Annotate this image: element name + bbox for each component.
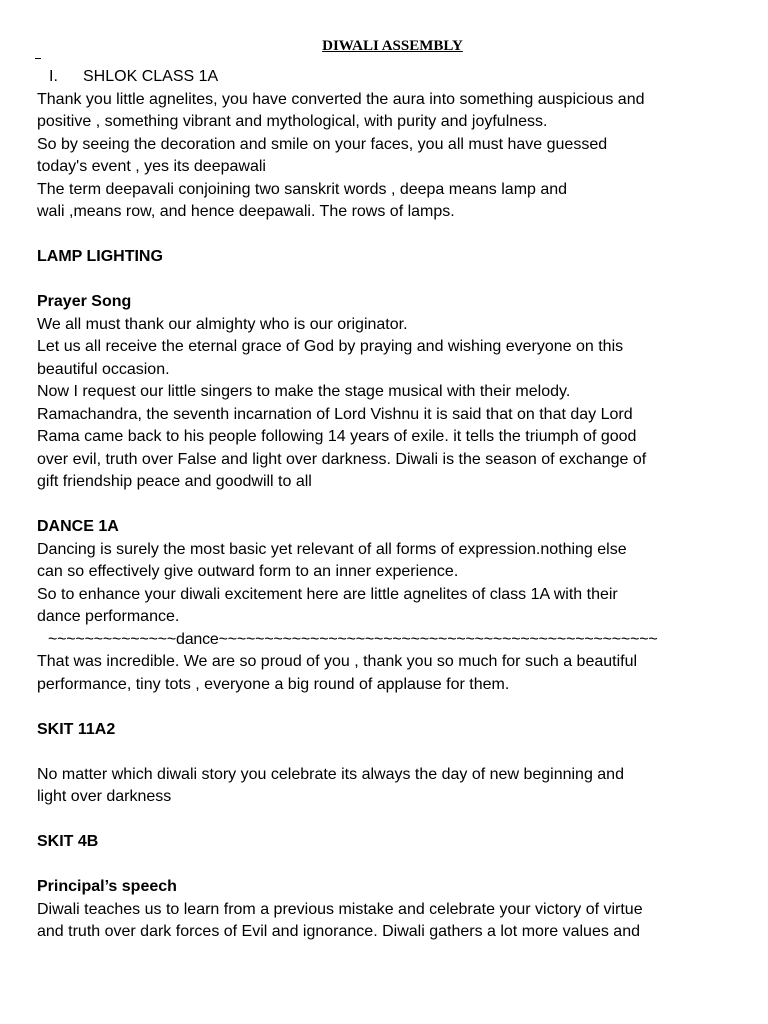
skit-line: No matter which diwali story you celebrate its always the day of new beginning and	[37, 765, 624, 783]
prayer-line: Ramachandra, the seventh incarnation of Lord Vishnu it is said that on that day Lord	[37, 405, 633, 423]
dance-line: can so effectively give outward form to an inner experience.	[37, 563, 459, 580]
shlok-label: SHLOK CLASS 1A	[83, 68, 219, 85]
prayer-song-heading: Prayer Song	[37, 293, 132, 310]
shlok-list-item	[49, 66, 738, 89]
prayer-line: gift friendship peace and goodwill to all	[37, 473, 312, 490]
prayer-line: Now I request our little singers to make the stage musical with their melody.	[37, 383, 571, 400]
spacer	[37, 224, 738, 247]
spacer	[37, 809, 738, 832]
dance-after-line: That was incredible. We are so proud of you , thank you so much for such a beautiful	[37, 653, 638, 670]
spacer	[37, 741, 738, 764]
prayer-line: Let us all receive the eternal grace of God by praying and wishing everyone on this	[37, 338, 624, 355]
skit-line: light over darkness	[37, 788, 172, 805]
prayer-line: over evil, truth over False and light over darkness. Diwali is the season of exchange of	[37, 450, 647, 468]
document-title: DIWALI ASSEMBLY	[322, 38, 463, 54]
list-bullet-mark	[35, 58, 41, 59]
prayer-line: Rama came back to his people following 14 years of exile. it tells the triumph of good	[37, 428, 637, 445]
shlok-line: positive , something vibrant and mythological, with purity and joyfulness.	[37, 113, 548, 130]
spacer	[37, 494, 738, 517]
skit-4b-heading: SKIT 4B	[37, 833, 99, 850]
dance-line: dance performance.	[37, 608, 180, 625]
dance-heading: DANCE 1A	[37, 518, 119, 535]
speech-line: and truth over dark forces of Evil and ignorance. Diwali gathers a lot more values and	[37, 923, 640, 940]
spacer	[37, 696, 738, 719]
shlok-line: wali ,means row, and hence deepawali. The rows of lamps.	[37, 203, 455, 220]
dance-line: Dancing is surely the most basic yet relevant of all forms of expression.nothing else	[37, 540, 627, 558]
prayer-line: beautiful occasion.	[37, 360, 170, 378]
lamp-lighting-heading: LAMP LIGHTING	[37, 248, 163, 265]
spacer	[37, 269, 738, 292]
list-number: I.	[49, 68, 58, 85]
shlok-line: The term deepavali conjoining two sanskrit words , deepa means lamp and	[37, 180, 568, 198]
shlok-line: Thank you little agnelites, you have converted the aura into something auspicious and	[37, 90, 645, 108]
dance-after-line: performance, tiny tots , everyone a big round of applause for them.	[37, 675, 510, 693]
dance-divider: ~~~~~~~~~~~~~~dance~~~~~~~~~~~~~~~~~~~~~~~~~~~~~~~~~~~~~~~~~~~~~~~~	[48, 630, 658, 648]
shlok-line: today's event , yes its deepawali	[37, 158, 266, 175]
speech-line: Diwali teaches us to learn from a previous mistake and celebrate your victory of virtue	[37, 900, 643, 918]
dance-line: So to enhance your diwali excitement here are little agnelites of class 1A with their	[37, 585, 618, 603]
skit-11a2-heading: SKIT 11A2	[37, 720, 116, 738]
prayer-line: We all must thank our almighty who is our originator.	[37, 315, 408, 333]
spacer	[37, 854, 738, 877]
principal-speech-heading: Principal’s speech	[37, 878, 177, 895]
shlok-line: So by seeing the decoration and smile on your faces, you all must have guessed	[37, 135, 608, 153]
